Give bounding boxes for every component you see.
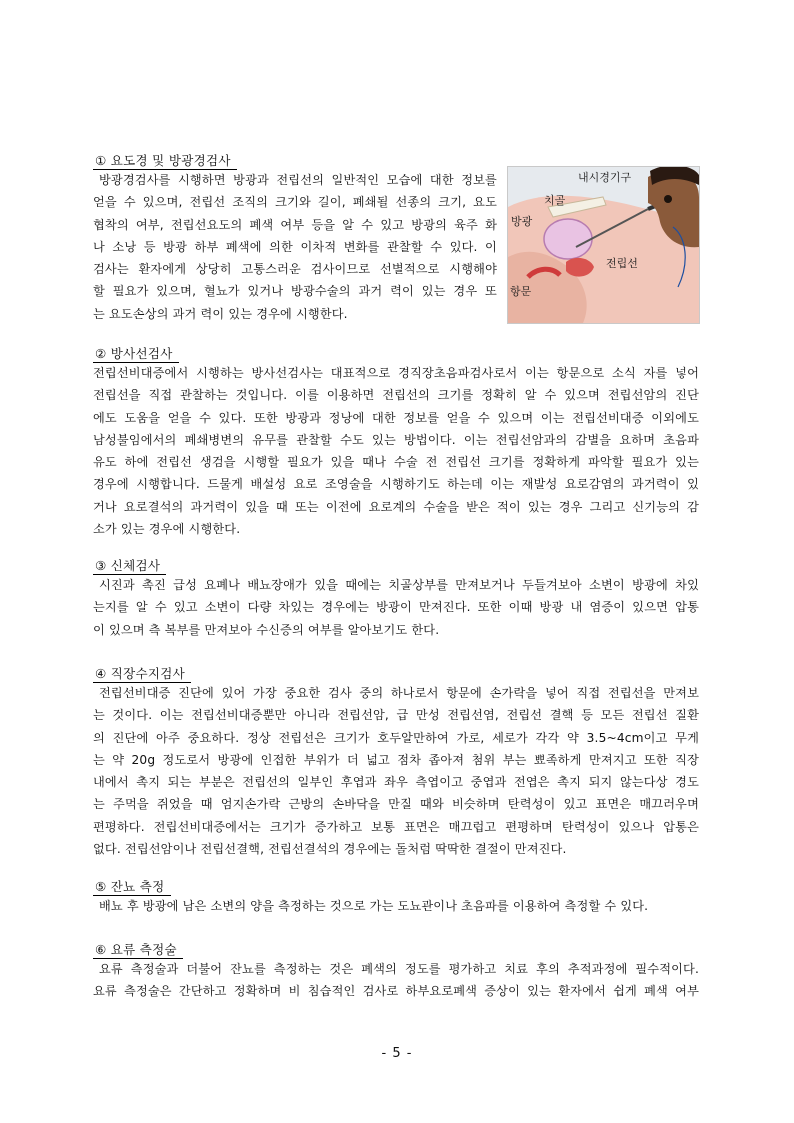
text-line: 거나 요로결석의 과거력이 있을 때 또는 이전에 요로계의 수술을 받은 적이 있는 경우 그리고 신기능의 감 (93, 499, 699, 514)
section-heading-uroflowmetry: ⑥ 요류 측정술 (93, 942, 183, 959)
text-line: 할 필요가 있으며, 혈뇨가 있거나 방광수술의 과거 력이 있는 경우 또 (93, 284, 497, 299)
label-pubis: 치골 (544, 194, 566, 207)
text-line: 배뇨 후 방광에 남은 소변의 양을 측정하는 것으로 가는 도뇨관이나 초음파를 이용하여 측정할 수 있다. (99, 899, 649, 913)
section-body-uroflowmetry (93, 958, 699, 1003)
cystoscopy-illustration (507, 166, 700, 324)
text-line: 는 주먹을 쥐었을 때 엄지손가락 근방의 손바닥을 만질 때와 비슷하며 탄력성이 있고 표면은 매끄러우며 (93, 797, 699, 812)
text-line: 나 소낭 등 방광 하부 폐색에 의한 이차적 변화를 관찰할 수 있다. 이 (93, 239, 497, 254)
text-line: 방광경검사를 시행하면 방광과 전립선의 일반적인 모습에 대한 정보를 (99, 173, 497, 187)
text-line: 이 있으며 측 복부를 만져보아 수신증의 여부를 알아보기도 한다. (93, 622, 440, 637)
section-heading-physical-exam: ③ 신체검사 (93, 558, 166, 575)
text-line: 전립선비대증에서 시행하는 방사선검사는 대표적으로 경직장초음파검사로서 이는 항문으로 소식 자를 넣어 (93, 366, 699, 380)
section-body-cystoscopy (93, 169, 497, 325)
text-line: 는 요도손상의 과거 력이 있는 경우에 시행한다. (93, 306, 348, 321)
text-line: 의 진단에 아주 중요하다. 정상 전립선은 크기가 호두알만하여 가로, 세로가 각각 약 3.5~4cm이고 무게 (93, 730, 699, 745)
text-line: 없다. 전립선암이나 전립선결핵, 전립선결석의 경우에는 돌처럼 딱딱한 결절이 만져진다. (93, 842, 567, 857)
text-line: 유도 하에 전립선 생검을 시행할 필요가 있을 때나 수술 전 전립선 크기를 정확하게 파악할 필요가 있는 (93, 455, 699, 470)
label-anus: 항문 (510, 285, 532, 298)
section-heading-cystoscopy: ① 요도경 및 방광경검사 (93, 153, 237, 170)
text-line: 협착의 여부, 전립선요도의 폐색 여부 등을 알 수 있고 방광의 육주 화 (93, 217, 497, 232)
text-line: 요류 측정술은 간단하고 정확하며 비 침습적인 검사로 하부요로폐색 증상이 있는 환자에서 쉽게 폐색 여부 (93, 984, 699, 999)
text-line: 내에서 촉지 되는 부분은 전립선의 일부인 후엽과 좌우 측엽이고 중엽과 전엽은 촉지 되지 않는다상 경도 (93, 775, 699, 790)
text-line: 는지를 알 수 있고 소변이 다량 차있는 경우에는 방광이 만져진다. 또한 이때 방광 내 염증이 있으면 압통 (93, 600, 699, 615)
text-line: 남성불임에서의 폐쇄병변의 유무를 관찰할 수도 있는 방법이다. 이는 전립선암과의 감별을 요하며 초음파 (93, 432, 699, 447)
section-heading-residual-urine: ⑤ 잔뇨 측정 (93, 879, 171, 896)
section-heading-radiology: ② 방사선검사 (93, 346, 179, 363)
label-bladder: 방광 (511, 215, 533, 228)
text-line: 요류 측정술과 더불어 잔뇨를 측정하는 것은 폐색의 정도를 평가하고 치료 후의 추적과정에 필수적이다. (99, 962, 699, 976)
illustration-svg (508, 167, 699, 323)
text-line: 시진과 촉진 급성 요폐나 배뇨장애가 있을 때에는 치골상부를 만져보거나 두들겨보아 소변이 방광에 차있 (99, 578, 699, 592)
text-line: 얻을 수 있으며, 전립선 조직의 크기와 길이, 폐쇄될 선종의 크기, 요도 (93, 195, 497, 210)
section-body-dre (93, 682, 699, 860)
text-line: 는 약 20g 정도로서 방광에 인접한 부위가 더 넓고 점차 좁아져 첨위 부는 뾰족하게 만져지고 또한 직장 (93, 752, 699, 767)
section-body-residual-urine (93, 895, 699, 917)
label-endoscope: 내시경기구 (578, 171, 632, 184)
text-line: 편평하다. 전립선비대증에서는 크기가 증가하고 보통 표면은 매끄럽고 편평하며 탄력성이 있으나 압통은 (93, 819, 699, 834)
text-line: 는 것이다. 이는 전립선비대증뿐만 아니라 전립선암, 급 만성 전립선염, 전립선 결핵 등 모든 전립선 질환 (93, 708, 699, 723)
section-body-radiology (93, 362, 699, 540)
text-line: 전립선을 직접 관찰하는 것입니다. 이를 이용하면 전립선의 크기를 정확히 알 수 있으며 전립선암의 진단 (93, 388, 699, 403)
section-body-physical-exam (93, 574, 699, 641)
text-line: 경우에 시행합니다. 드물게 배설성 요로 조영술을 시행하기도 하는데 이는 재발성 요로감염의 과거력이 있 (93, 477, 699, 492)
label-prostate: 전립선 (606, 257, 638, 270)
text-line: 전립선비대증 진단에 있어 가장 중요한 검사 중의 하나로서 항문에 손가락을 넣어 직접 전립선을 만져보 (99, 686, 699, 700)
text-line: 검사는 환자에게 상당히 고통스러운 검사이므로 선별적으로 시행해야 (93, 262, 497, 277)
text-line: 에도 도움을 얻을 수 있다. 또한 방광과 정낭에 대한 정보를 얻을 수 있으며 이는 전립선비대증 이외에도 (93, 410, 699, 425)
section-heading-dre: ④ 직장수지검사 (93, 666, 191, 683)
page-number: - 5 - (381, 1046, 413, 1061)
text-line: 소가 있는 경우에 시행한다. (93, 522, 241, 537)
